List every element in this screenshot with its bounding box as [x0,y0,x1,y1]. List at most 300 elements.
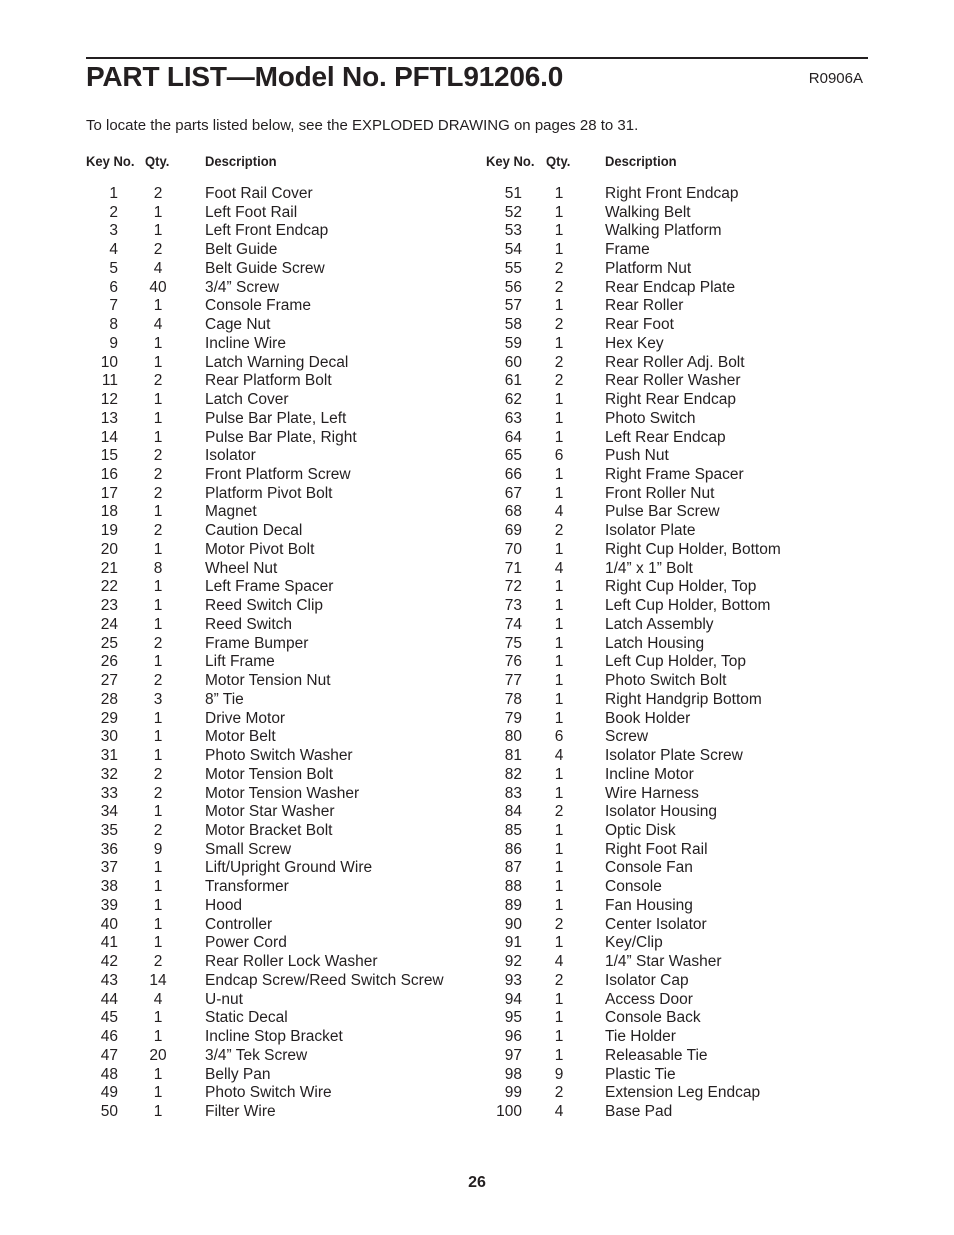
part-row [0,859,470,878]
part-description: Motor Star Washer [205,803,335,821]
part-quantity: 2 [554,278,564,296]
part-row [470,1047,940,1066]
part-key-number: 100 [496,1102,522,1120]
part-row [470,991,940,1010]
part-key-number: 95 [504,1009,522,1027]
part-key-number: 37 [100,859,118,877]
part-quantity: 9 [554,1065,564,1083]
part-key-number: 77 [504,672,522,690]
part-key-number: 75 [504,634,522,652]
part-quantity: 2 [554,353,564,371]
part-key-number: 49 [100,1084,118,1102]
part-description: Platform Pivot Bolt [205,484,333,502]
part-quantity: 1 [554,784,564,802]
part-description: Front Platform Screw [205,466,351,484]
part-row [0,354,470,373]
part-key-number: 42 [100,953,118,971]
part-row [0,335,470,354]
part-description: Pulse Bar Plate, Right [205,428,357,446]
part-key-number: 1 [109,185,118,202]
part-quantity: 1 [554,653,564,671]
part-key-number: 15 [100,447,118,465]
part-description: Walking Belt [605,203,691,221]
part-row [0,822,470,841]
part-key-number: 45 [100,1009,118,1027]
part-row [470,204,940,223]
part-row [0,222,470,241]
part-key-number: 25 [100,634,118,652]
part-row [0,972,470,991]
part-key-number: 9 [109,334,118,352]
part-row [470,241,940,260]
page-title: PART LIST—Model No. PFTL91206.0 [86,61,564,92]
part-key-number: 5 [109,259,118,277]
part-quantity: 1 [554,540,564,558]
part-key-number: 36 [100,840,118,858]
part-quantity: 2 [554,259,564,277]
part-row [0,747,470,766]
part-row [0,841,470,860]
part-row [0,785,470,804]
part-key-number: 61 [504,372,522,390]
part-row [470,1103,940,1122]
part-row [0,316,470,335]
part-key-number: 71 [504,559,522,577]
part-row [0,578,470,597]
part-description: Right Cup Holder, Bottom [605,540,781,558]
part-description: Left Front Endcap [205,222,329,240]
part-row [470,972,940,991]
part-quantity: 14 [149,971,167,989]
part-key-number: 31 [100,747,118,765]
part-key-number: 19 [100,522,118,540]
part-key-number: 22 [100,578,118,596]
part-quantity: 2 [153,241,163,259]
part-description: Rear Foot [605,316,674,334]
part-quantity: 2 [153,372,163,390]
part-quantity: 2 [153,185,163,202]
part-key-number: 88 [504,878,522,896]
part-quantity: 1 [153,428,163,446]
part-row [470,1028,940,1047]
part-key-number: 21 [100,559,118,577]
part-description: Isolator Cap [605,971,689,989]
part-quantity: 8 [153,559,163,577]
part-quantity: 1 [153,409,163,427]
part-row [470,279,940,298]
part-key-number: 92 [504,953,522,971]
part-quantity: 1 [554,1028,564,1046]
part-key-number: 93 [504,971,522,989]
part-row [470,335,940,354]
part-row [470,728,940,747]
part-description: Photo Switch Wire [205,1084,332,1102]
part-row [470,953,940,972]
part-row [470,785,940,804]
part-row [470,934,940,953]
part-row [470,354,940,373]
part-quantity: 1 [153,578,163,596]
part-key-number: 40 [100,915,118,933]
part-row [470,710,940,729]
part-row [0,953,470,972]
part-quantity: 20 [149,1046,167,1064]
part-description: Key/Clip [605,934,663,952]
page-number: 26 [468,1174,486,1191]
part-description: Caution Decal [205,522,303,540]
part-row [0,934,470,953]
part-description: Console [605,878,662,896]
part-key-number: 80 [504,728,522,746]
part-key-number: 89 [504,896,522,914]
part-row [470,897,940,916]
part-description: Motor Tension Nut [205,672,331,690]
part-description: Belt Guide [205,241,278,259]
part-quantity: 4 [554,503,564,521]
part-quantity: 1 [153,391,163,409]
part-description: Hex Key [605,334,664,352]
part-key-number: 51 [504,185,522,202]
part-description: Left Rear Endcap [605,428,726,446]
part-description: Left Cup Holder, Top [605,653,747,671]
part-quantity: 4 [153,990,163,1008]
part-quantity: 1 [554,709,564,727]
part-row [0,1084,470,1103]
part-quantity: 1 [554,597,564,615]
part-quantity: 6 [554,447,564,465]
part-description: Hood [205,896,243,914]
part-quantity: 1 [153,540,163,558]
part-quantity: 1 [554,821,564,839]
part-key-number: 38 [100,878,118,896]
part-description: Latch Housing [605,634,705,652]
part-quantity: 2 [153,466,163,484]
part-key-number: 44 [100,990,118,1008]
part-quantity: 1 [153,878,163,896]
part-key-number: 85 [504,821,522,839]
part-row [0,766,470,785]
part-quantity: 1 [554,484,564,502]
part-quantity: 1 [554,896,564,914]
part-description: Isolator Plate Screw [605,747,743,765]
part-description: Releasable Tie [605,1046,708,1064]
part-key-number: 56 [504,278,522,296]
right-parts-list [470,185,940,1122]
part-key-number: 23 [100,597,118,615]
part-row [0,391,470,410]
part-key-number: 67 [504,484,522,502]
part-row [0,803,470,822]
part-quantity: 1 [554,1046,564,1064]
part-description: Isolator Plate [605,522,696,540]
part-key-number: 70 [504,540,522,558]
part-description: Incline Wire [205,334,286,352]
part-key-number: 79 [504,709,522,727]
part-row [470,635,940,654]
part-key-number: 83 [504,784,522,802]
part-row [470,691,940,710]
part-key-number: 27 [100,672,118,690]
part-description: Extension Leg Endcap [605,1084,761,1102]
part-key-number: 86 [504,840,522,858]
part-quantity: 1 [153,222,163,240]
part-quantity: 1 [554,690,564,708]
part-quantity: 40 [149,278,167,296]
part-description: 3/4” Screw [205,278,280,296]
part-row [0,616,470,635]
part-row [0,1028,470,1047]
part-description: Controller [205,915,273,933]
part-description: Isolator Housing [605,803,718,821]
part-quantity: 1 [554,990,564,1008]
part-quantity: 1 [153,1009,163,1027]
part-row [470,1084,940,1103]
part-quantity: 2 [153,447,163,465]
part-description: Console Frame [205,297,311,315]
part-key-number: 87 [504,859,522,877]
part-key-number: 3 [109,222,118,240]
part-row [0,597,470,616]
part-row [0,897,470,916]
part-quantity: 2 [554,915,564,933]
part-row [470,878,940,897]
part-description: Latch Assembly [605,615,714,633]
part-key-number: 13 [100,409,118,427]
part-key-number: 34 [100,803,118,821]
part-quantity: 1 [153,297,163,315]
part-quantity: 1 [153,1084,163,1102]
part-description: Plastic Tie [605,1065,676,1083]
part-description: Photo Switch [605,409,696,427]
part-quantity: 2 [554,803,564,821]
part-row [470,447,940,466]
part-quantity: 4 [554,953,564,971]
part-description: Frame [605,241,650,259]
part-description: Right Handgrip Bottom [605,690,762,708]
part-quantity: 1 [554,615,564,633]
part-key-number: 12 [100,391,118,409]
part-row [0,447,470,466]
part-quantity: 1 [153,653,163,671]
part-description: Wheel Nut [205,559,278,577]
right-key-header: Key No. [486,153,535,169]
part-row [0,522,470,541]
part-quantity: 2 [554,316,564,334]
part-key-number: 69 [504,522,522,540]
part-key-number: 76 [504,653,522,671]
part-key-number: 65 [504,447,522,465]
part-key-number: 18 [100,503,118,521]
part-row [470,672,940,691]
part-description: Fan Housing [605,896,693,914]
part-description: Front Roller Nut [605,484,715,502]
part-key-number: 46 [100,1028,118,1046]
part-key-number: 8 [109,316,118,334]
part-description: Incline Stop Bracket [205,1028,343,1046]
part-quantity: 2 [554,522,564,540]
part-quantity: 2 [554,1084,564,1102]
part-description: U-nut [205,990,243,1008]
part-key-number: 32 [100,765,118,783]
part-quantity: 1 [554,391,564,409]
part-key-number: 66 [504,466,522,484]
part-quantity: 1 [153,1102,163,1120]
part-row [0,1066,470,1085]
part-row [0,672,470,691]
part-quantity: 9 [153,840,163,858]
part-key-number: 52 [504,203,522,221]
part-description: Right Cup Holder, Top [605,578,757,596]
part-row [0,710,470,729]
part-quantity: 4 [554,747,564,765]
part-row [0,1009,470,1028]
part-description: 3/4” Tek Screw [205,1046,308,1064]
part-description: Static Decal [205,1009,288,1027]
part-description: Rear Roller [605,297,684,315]
part-description: Base Pad [605,1102,673,1120]
part-row [0,541,470,560]
part-row [470,616,940,635]
part-description: Latch Cover [205,391,289,409]
part-key-number: 64 [504,428,522,446]
part-key-number: 81 [504,747,522,765]
part-quantity: 1 [153,353,163,371]
part-quantity: 1 [554,222,564,240]
part-quantity: 2 [153,765,163,783]
part-quantity: 4 [554,559,564,577]
part-key-number: 28 [100,690,118,708]
part-key-number: 96 [504,1028,522,1046]
part-row [0,1047,470,1066]
part-key-number: 91 [504,934,522,952]
top-rule [86,57,868,59]
part-row [470,859,940,878]
part-description: Power Cord [205,934,287,952]
part-row [470,541,940,560]
part-description: Belly Pan [205,1065,271,1083]
part-key-number: 43 [100,971,118,989]
part-row [470,503,940,522]
part-row [470,822,940,841]
part-quantity: 1 [153,728,163,746]
part-row [0,878,470,897]
part-description: Motor Bracket Bolt [205,821,333,839]
part-quantity: 1 [554,840,564,858]
part-quantity: 3 [153,690,163,708]
left-parts-list [0,185,470,1122]
part-quantity: 1 [153,747,163,765]
part-row [0,429,470,448]
part-key-number: 60 [504,353,522,371]
part-description: Frame Bumper [205,634,309,652]
part-row [470,429,940,448]
part-row [470,803,940,822]
part-key-number: 74 [504,615,522,633]
part-quantity: 2 [153,784,163,802]
part-row [470,372,940,391]
part-description: Motor Tension Washer [205,784,360,802]
part-quantity: 1 [153,896,163,914]
part-description: Access Door [605,990,693,1008]
part-key-number: 78 [504,690,522,708]
part-key-number: 84 [504,803,522,821]
part-quantity: 1 [554,634,564,652]
part-row [470,841,940,860]
part-key-number: 94 [504,990,522,1008]
part-quantity: 1 [153,1028,163,1046]
part-quantity: 4 [153,259,163,277]
part-row [470,1066,940,1085]
part-description: Rear Roller Lock Washer [205,953,378,971]
part-description: 8” Tie [205,690,244,708]
part-key-number: 90 [504,915,522,933]
part-quantity: 1 [554,428,564,446]
part-row [470,597,940,616]
part-description: Left Frame Spacer [205,578,334,596]
part-row [0,260,470,279]
part-description: Pulse Bar Plate, Left [205,409,347,427]
part-key-number: 54 [504,241,522,259]
part-key-number: 2 [109,203,118,221]
part-key-number: 63 [504,409,522,427]
part-key-number: 11 [101,372,118,390]
part-key-number: 50 [100,1102,118,1120]
part-row [470,560,940,579]
part-key-number: 6 [109,278,118,296]
part-quantity: 1 [554,578,564,596]
part-key-number: 55 [504,259,522,277]
part-quantity: 1 [554,297,564,315]
part-quantity: 1 [153,1065,163,1083]
part-description: Walking Platform [605,222,722,240]
part-quantity: 2 [153,484,163,502]
part-description: Cage Nut [205,316,271,334]
part-key-number: 41 [100,934,118,952]
part-quantity: 1 [153,597,163,615]
right-description-header: Description [605,153,677,169]
part-description: Rear Roller Adj. Bolt [605,353,745,371]
part-key-number: 98 [504,1065,522,1083]
part-row [0,204,470,223]
part-key-number: 10 [100,353,118,371]
part-quantity: 1 [554,672,564,690]
part-row [0,297,470,316]
part-description: Isolator [205,447,256,465]
part-row [0,185,470,204]
part-key-number: 29 [100,709,118,727]
document-code: R0906A [808,70,863,87]
part-row [0,466,470,485]
part-key-number: 7 [109,297,118,315]
part-quantity: 1 [153,203,163,221]
part-key-number: 14 [100,428,118,446]
part-description: Left Cup Holder, Bottom [605,597,771,615]
part-row [470,766,940,785]
part-key-number: 72 [504,578,522,596]
part-row [0,728,470,747]
part-key-number: 62 [504,391,522,409]
part-quantity: 4 [153,316,163,334]
part-description: Lift/Upright Ground Wire [205,859,373,877]
part-quantity: 1 [153,334,163,352]
part-description: Pulse Bar Screw [605,503,720,521]
part-row [470,578,940,597]
part-row [0,635,470,654]
part-key-number: 20 [100,540,118,558]
part-description: Tie Holder [605,1028,676,1046]
part-description: Push Nut [605,447,669,465]
part-row [0,279,470,298]
